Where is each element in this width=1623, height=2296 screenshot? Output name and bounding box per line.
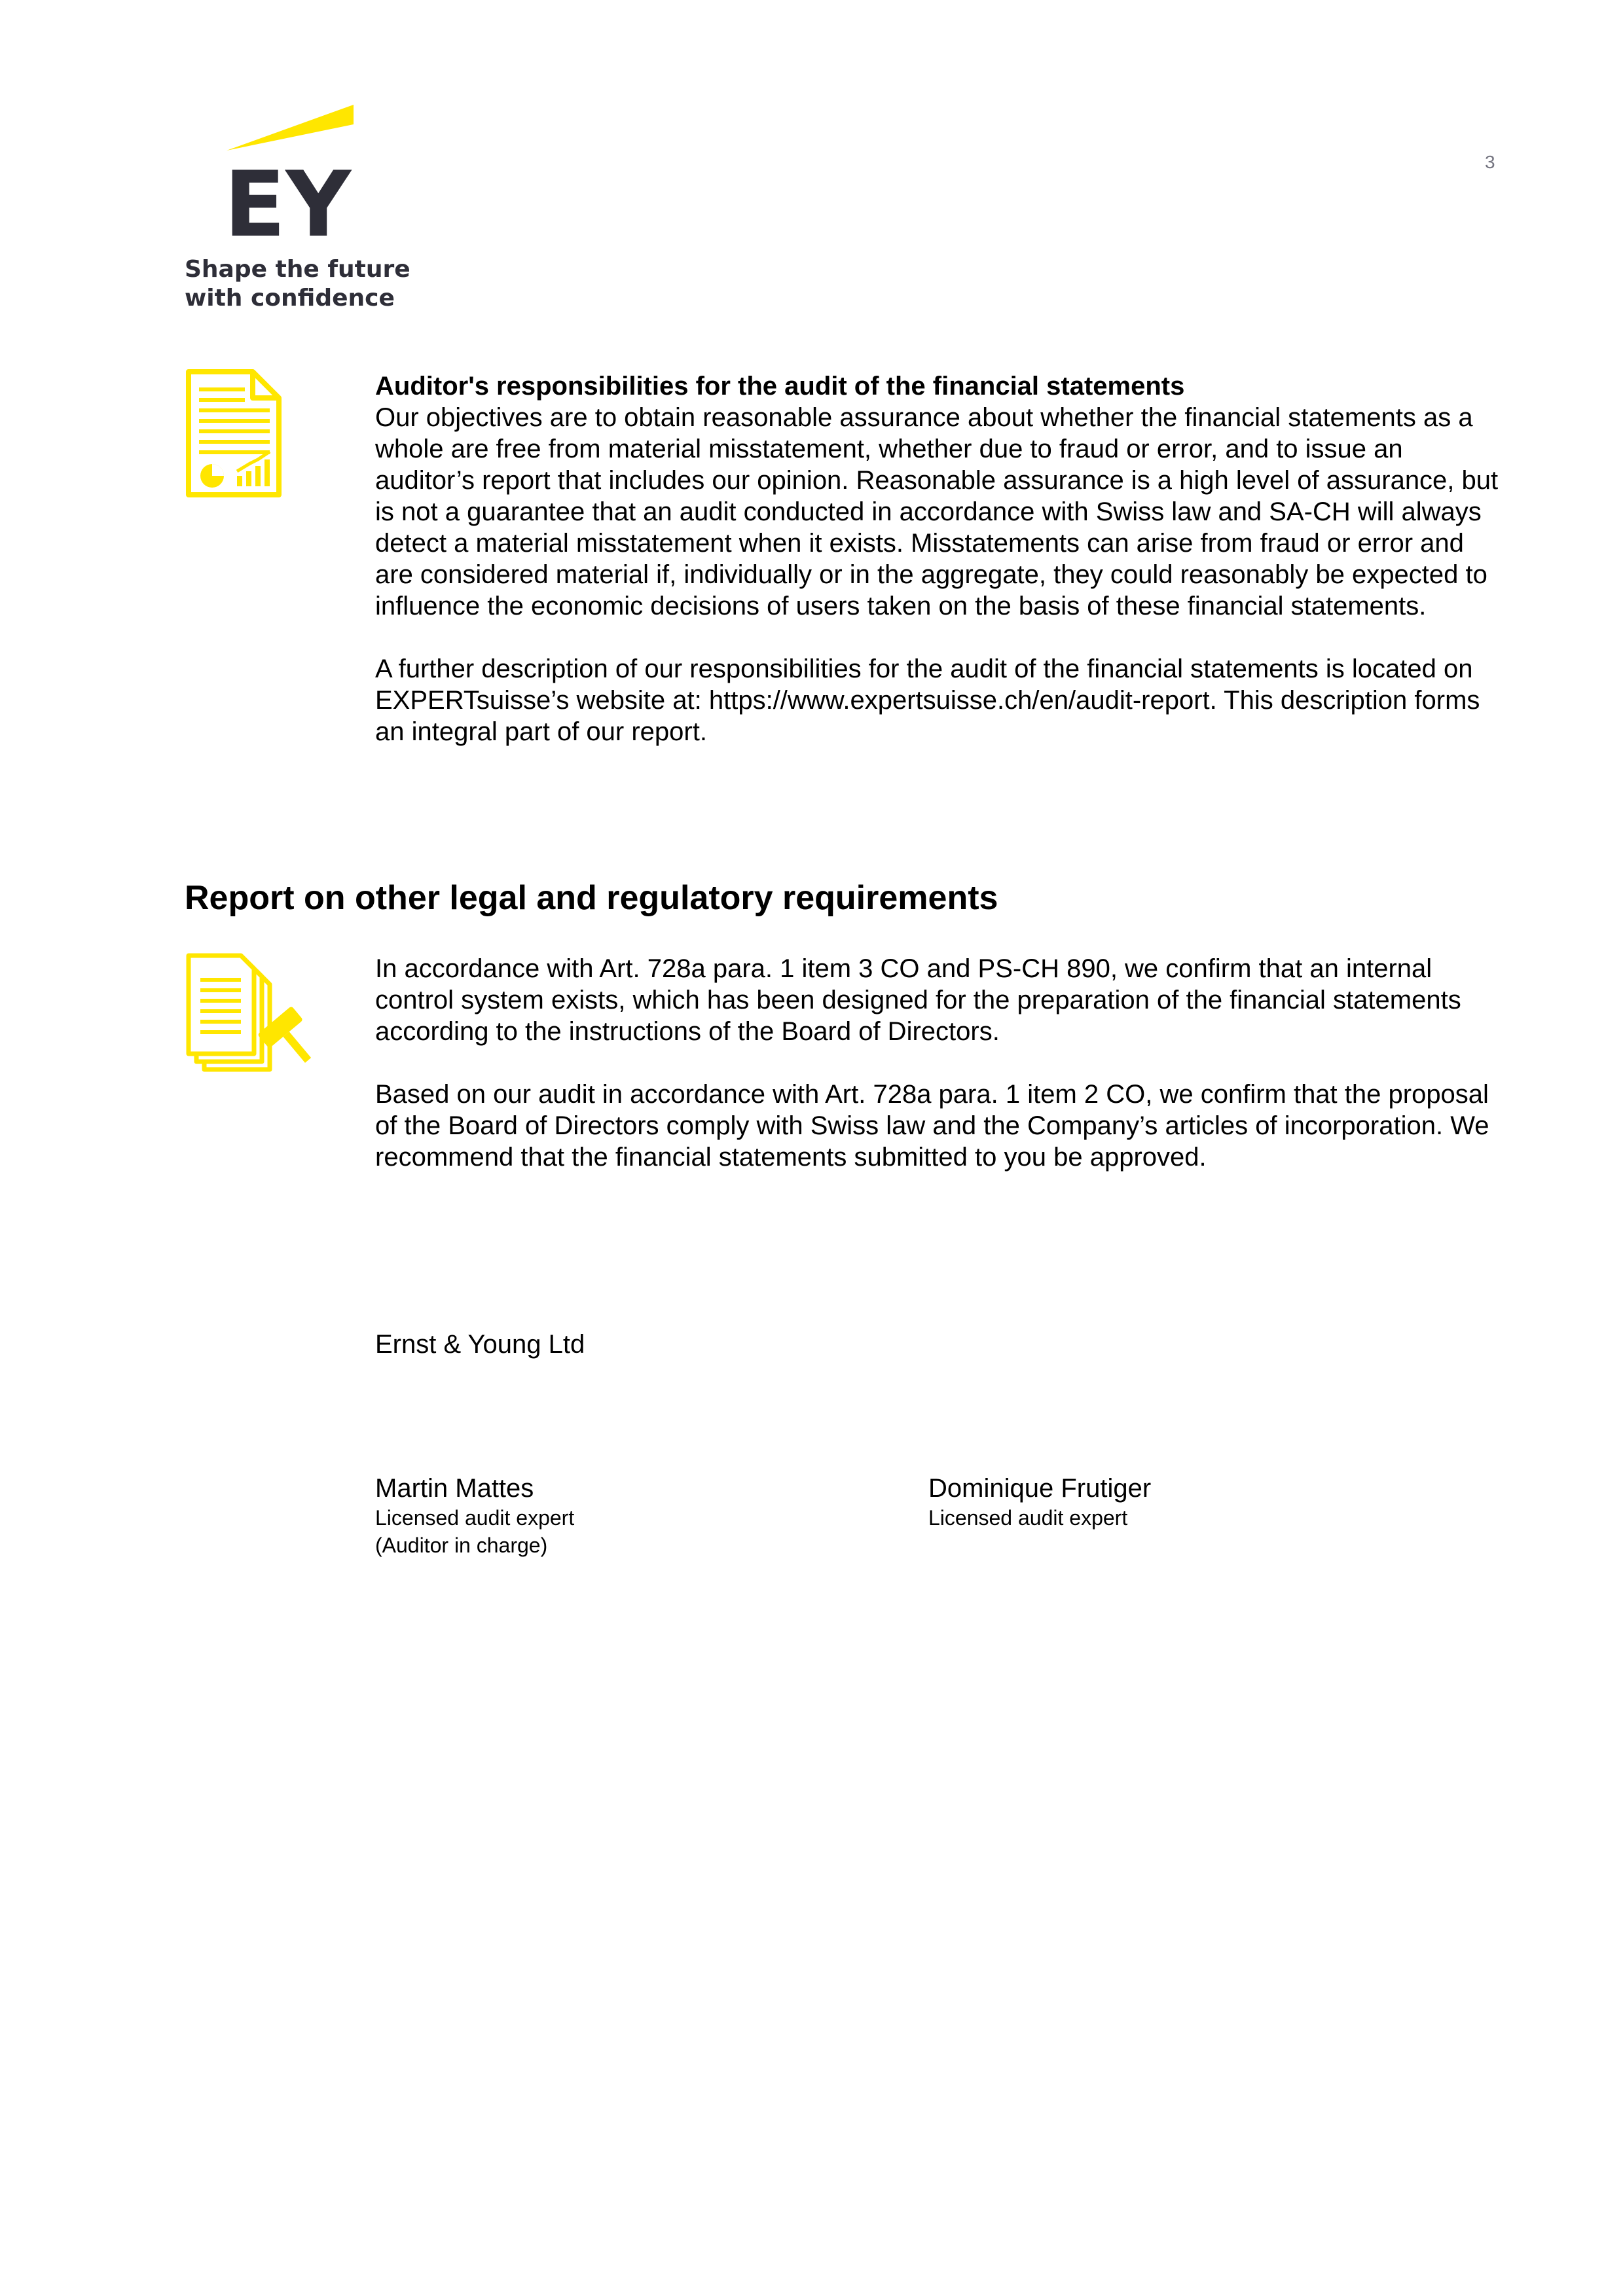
signer-block-1 [375, 1473, 886, 1559]
ey-logo-letters: EY [224, 152, 352, 255]
documents-gavel-icon [185, 952, 322, 1076]
signer-note: (Auditor in charge) [375, 1534, 548, 1557]
signer-role: Licensed audit expert [928, 1506, 1128, 1530]
signer-role: Licensed audit expert [375, 1506, 575, 1530]
auditor-responsibilities-title: Auditor's responsibilities for the audit of the financial statements [375, 372, 1185, 401]
legal-requirements-section [375, 953, 1501, 1173]
legal-requirements-paragraph-2: Based on our audit in accordance with Art. 728a para. 1 item 2 CO, we confirm that the proposal of the Board of Directors comply with Swiss law and the Company’s articles of incorporation. We recommend that the financial statements submitted to you be approved. [375, 1080, 1489, 1172]
signer-name: Martin Mattes [375, 1474, 534, 1503]
ey-tagline [185, 255, 410, 313]
firm-name: Ernst & Young Ltd [375, 1330, 585, 1359]
auditor-responsibilities-paragraph-1: Our objectives are to obtain reasonable assurance about whether the financial statements as a whole are free from material misstatement, whether due to fraud or error, and to issue an auditor’s report that includes our opinion. Reasonable assurance is a high level of assurance, but is not a guarantee that an audit conducted in accordance with Swiss law and SA-CH will always detect a material misstatement when it exists. Misstatements can arise from fraud or error and are considered material if, individually or in the aggregate, they could reasonably be expected to influence the economic decisions of users taken on the basis of these financial statements. [375, 403, 1499, 620]
auditor-responsibilities-paragraph-2: A further description of our responsibilities for the audit of the financial statements is located on EXPERTsuisse’s website at: https://www.expertsuisse.ch/en/audit-report. This description forms an integral part of our report. [375, 655, 1480, 746]
document-chart-icon [185, 368, 283, 499]
tagline-line-1: Shape the future [185, 256, 410, 283]
signer-block-2 [928, 1473, 1439, 1532]
page-number: 3 [1485, 152, 1495, 172]
ey-logo-mark [185, 105, 394, 255]
signer-name: Dominique Frutiger [928, 1474, 1152, 1503]
legal-requirements-paragraph-1: In accordance with Art. 728a para. 1 item 3 CO and PS-CH 890, we confirm that an internal control system exists, which has been designed for the preparation of the financial statements according to the instructions of the Board of Directors. [375, 954, 1461, 1046]
auditor-responsibilities-section [375, 370, 1501, 747]
legal-requirements-heading: Report on other legal and regulatory requirements [185, 879, 998, 917]
tagline-line-2: with confidence [185, 285, 395, 312]
